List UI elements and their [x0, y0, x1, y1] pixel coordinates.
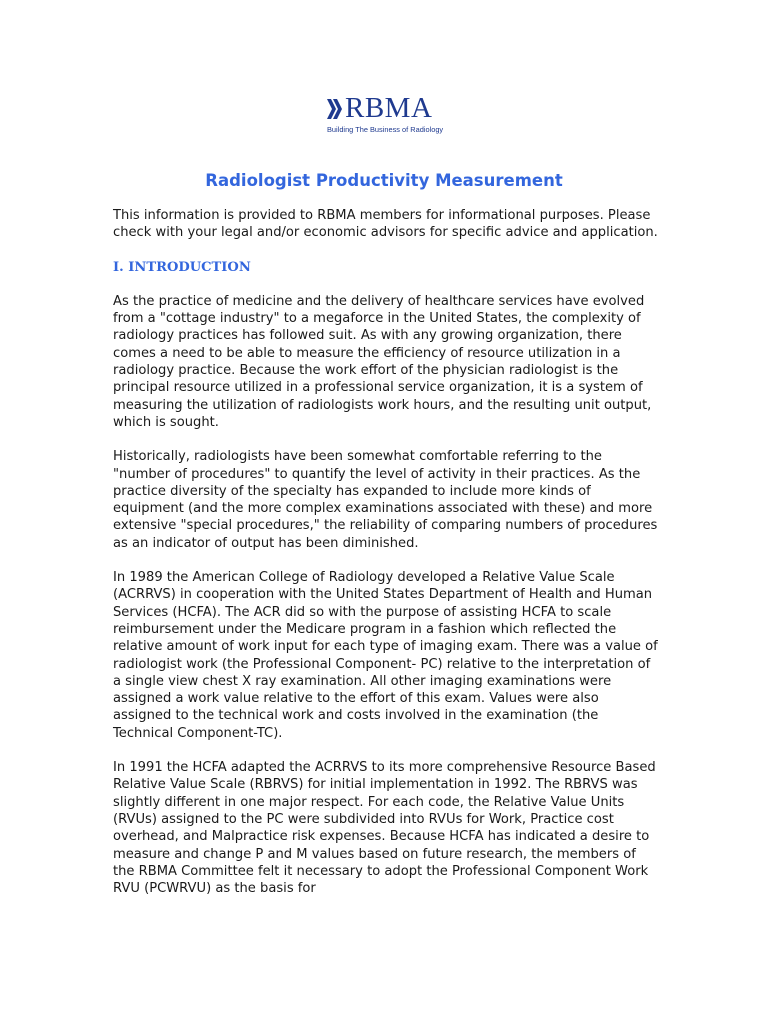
- rbma-logo: [326, 92, 446, 138]
- document-body: [113, 207, 661, 914]
- body-paragraph-1: As the practice of medicine and the delivery of healthcare services have evolved from a "cottage industry" to a megaforce in the United States, the complexity of radiology practices has followed suit. As with any growing organization, there comes a need to be able to measure the efficiency of resource utilization in a radiology practice. Because the work effort of the physician radiologist is the principal resource utilized in a professional service organization, it is a system of measuring the utilization of radiologists work hours, and the resulting unit output, which is sought.: [113, 293, 652, 430]
- section-heading: I. INTRODUCTION: [113, 259, 251, 275]
- disclaimer-paragraph: This information is provided to RBMA members for informational purposes. Please check with your legal and/or economic advisors for specific advice and application.: [113, 208, 658, 241]
- body-paragraph-2: Historically, radiologists have been somewhat comfortable referring to the "number of procedures" to quantify the level of activity in their practices. As the practice diversity of the specialty has expanded to include more kinds of equipment (and the more complex examinations associated with these) and more extensive "special procedures," the reliability of comparing numbers of procedures as an indicator of output has been diminished.: [113, 449, 658, 551]
- body-paragraph-4: In 1991 the HCFA adapted the ACRRVS to its more comprehensive Resource Based Relative Value Scale (RBRVS) for initial implementation in 1992. The RBRVS was slightly different in one major respect. For each code, the Relative Value Units (RVUs) assigned to the PC were subdivided into RVUs for Work, Practice cost overhead, and Malpractice risk expenses. Because HCFA has indicated a desire to measure and change P and M values based on future research, the members of the RBMA Committee felt it necessary to adopt the Professional Component Work RVU (PCWRVU) as the basis for: [113, 760, 656, 897]
- logo-wordmark: RBMA: [345, 92, 433, 124]
- rbma-chevron-icon: [326, 98, 346, 120]
- logo-tagline: Building The Business of Radiology: [327, 125, 444, 134]
- document-title: Radiologist Productivity Measurement: [205, 171, 563, 190]
- body-paragraph-3: In 1989 the American College of Radiology developed a Relative Value Scale (ACRRVS) in cooperation with the United States Department of Health and Human Services (HCFA). The ACR did so with the purpose of assisting HCFA to scale reimbursement under the Medicare program in a fashion which reflected the relative amount of work input for each type of imaging exam. There was a value of radiologist work (the Professional Component- PC) relative to the interpretation of a single view chest X ray examination. All other imaging examinations were assigned a work value relative to the effort of this exam. Values were also assigned to the technical work and costs involved in the examination (the Technical Component-TC).: [113, 570, 658, 741]
